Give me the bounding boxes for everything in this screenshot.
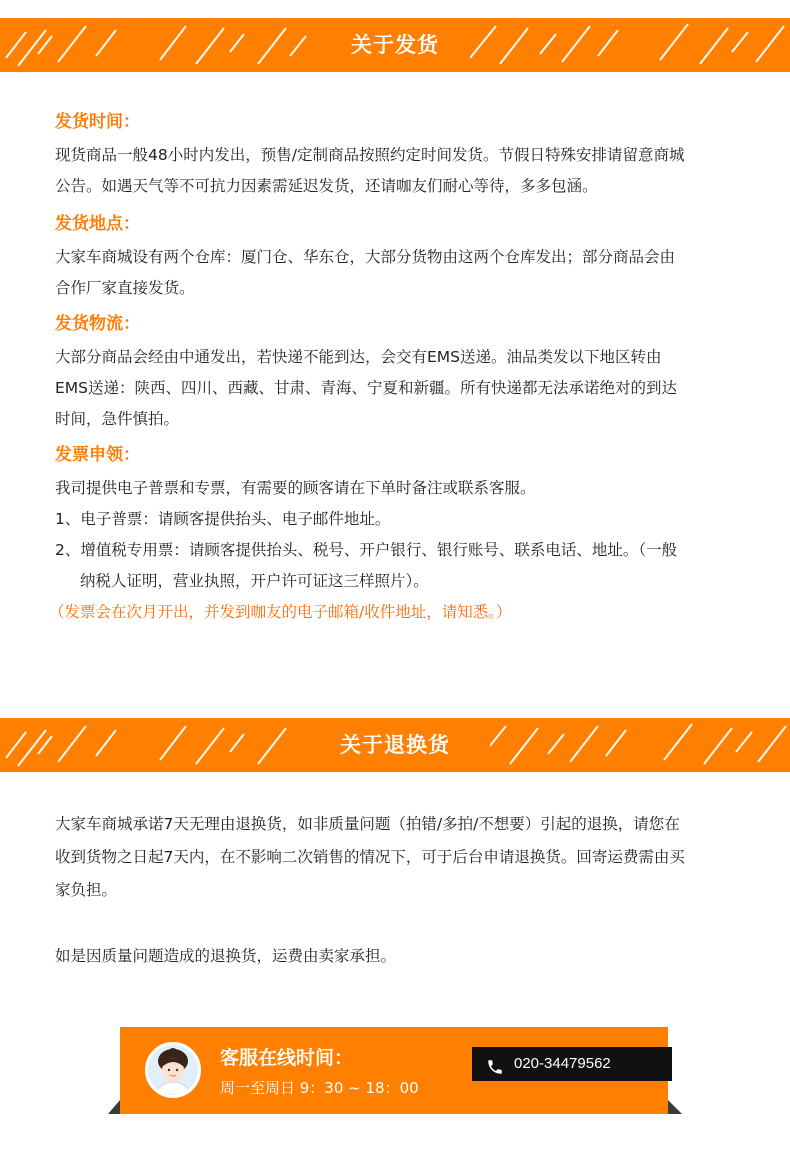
paragraph-line: 时间，急件慎拍。: [55, 410, 180, 428]
section-heading-shipping-time: 发货时间：: [55, 112, 140, 132]
paragraph-line: 公告。如遇天气等不可抗力因素需延迟发货，还请咖友们耐心等待，多多包涵。: [55, 177, 598, 195]
phone-handset-icon: [486, 1055, 504, 1089]
section-heading-shipping-location: 发货地点：: [55, 214, 140, 234]
shipping-content: [49, 104, 745, 628]
paragraph-line-indented: 纳税人证明，营业执照，开户许可证这三样照片）。: [80, 572, 429, 590]
paragraph-line: EMS送递：陕西、四川、西藏、甘肃、青海、宁夏和新疆。所有快递都无法承诺绝对的到达: [55, 379, 678, 397]
section-heading-shipping-logistics: 发货物流：: [55, 314, 140, 334]
paragraph-line: 如是因质量问题造成的退换货，运费由卖家承担。: [55, 947, 397, 965]
phone-number-box[interactable]: [472, 1047, 672, 1081]
paragraph-line: 大部分商品会经由中通发出，若快递不能到达，会交有EMS送递。油品类发以下地区转由: [55, 348, 662, 366]
paragraph-line: 收到货物之日起7天内，在不影响二次销售的情况下，可于后台申请退换货。回寄运费需由买: [55, 848, 685, 866]
returns-banner-title: 关于退换货: [340, 733, 450, 757]
paragraph-line: 我司提供电子普票和专票，有需要的顾客请在下单时备注或联系客服。: [55, 479, 536, 497]
paragraph-line: 合作厂家直接发货。: [55, 279, 195, 297]
paragraph-line: 大家车商城承诺7天无理由退换货，如非质量问题（拍错/多拍/不想要）引起的退换，请您在: [55, 815, 680, 833]
section-heading-invoice: 发票申领：: [55, 445, 140, 465]
paragraph-line: 家负担。: [55, 881, 118, 899]
paragraph-line: 大家车商城设有两个仓库：厦门仓、华东仓，大部分货物由这两个仓库发出；部分商品会由: [55, 248, 676, 266]
shipping-banner: [0, 18, 790, 72]
phone-number: 020-34479562: [514, 1055, 611, 1072]
paragraph-line: 1、电子普票：请顾客提供抬头、电子邮件地址。: [55, 510, 391, 528]
service-hours-title: 客服在线时间：: [220, 1047, 354, 1069]
invoice-note: （发票会在次月开出，并发到咖友的电子邮箱/收件地址，请知悉。）: [49, 603, 512, 621]
customer-service-avatar-icon: [145, 1042, 201, 1098]
shipping-banner-title: 关于发货: [351, 33, 439, 57]
returns-banner: [0, 718, 790, 772]
paragraph-line: 现货商品一般48小时内发出，预售/定制商品按照约定时间发货。节假日特殊安排请留意商城: [55, 146, 685, 164]
returns-content: [55, 808, 745, 973]
paragraph-line: 2、增值税专用票：请顾客提供抬头、税号、开户银行、银行账号、联系电话、地址。（一般: [55, 541, 678, 559]
customer-service-bar: [120, 1027, 668, 1114]
service-hours-text: 周一至周日 9：30 ~ 18：00: [220, 1079, 419, 1097]
